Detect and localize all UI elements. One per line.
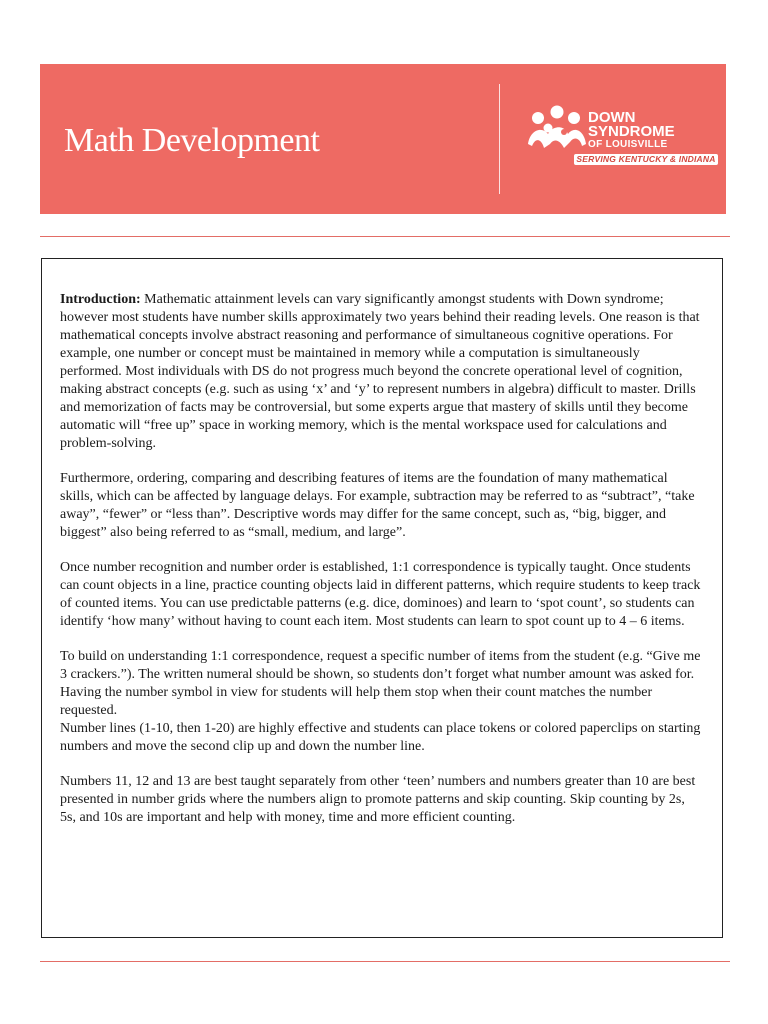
logo-line-syndrome: SYNDROME (588, 123, 675, 140)
logo-figures-icon (524, 104, 588, 156)
content-box (41, 258, 723, 938)
paragraph-requests: To build on understanding 1:1 correspondence, request a specific number of items from the student (e.g. “Give me 3 crackers.”). The written numeral should be shown, so students don’t forget what number amount was asked for. Having the number symbol in view for students will help them stop when their count matches the number requested. (60, 649, 701, 718)
header-divider (499, 84, 500, 194)
logo-line-louisville: OF LOUISVILLE (588, 139, 668, 150)
paragraph-correspondence: Once number recognition and number order is established, 1:1 correspondence is typically taught. Once students can count objects in a line, practice counting objects laid in different patterns, which require students to keep track of counted items. You can use predictable patterns (e.g. dice, dominoes) and learn to ‘spot count’, so students can identify ‘how many’ without having to count each item. Most students can learn to spot count up to 4 – 6 items. (60, 560, 701, 629)
paragraph-ordering: Furthermore, ordering, comparing and describing features of items are the foundation of many mathematical skills, which can be affected by language delays. For example, subtraction may be referred to as “subtract”, “take away”, “fewer” or “less than”. Descriptive words may differ for the same concept, such as, “big, bigger, and biggest” also being referred to as “small, medium, and large”. (60, 471, 695, 540)
bottom-rule (40, 961, 730, 962)
paragraph-number-lines: Number lines (1-10, then 1-20) are highly effective and students can place tokens or colored paperclips on starting numbers and move the second clip up and down the number line. (60, 721, 701, 754)
header-banner (40, 64, 726, 214)
organization-logo (524, 104, 716, 174)
intro-text: Mathematic attainment levels can vary significantly amongst students with Down syndrome; however most students have number skills approximately two years behind their reading levels. One reason is that mathematical concepts involve abstract reasoning and performance of simultaneous cognitive operations. For example, one number or concept must be maintained in memory while a computation is simultaneously performed. Most individuals with DS do not progress much beyond the concrete operational level of cognition, making abstract concepts (e.g. such as using ‘x’ and ‘y’ to represent numbers in algebra) difficult to master. Drills and memorization of facts may be controversial, but some experts argue that mastery of skills until they become automatic will “free up” space in working memory, which is the mental workspace used for calculations and problem-solving. (60, 292, 700, 451)
logo-line-down: DOWN (588, 109, 636, 126)
page-title: Math Development (64, 122, 320, 159)
intro-paragraph (60, 291, 702, 453)
top-rule (40, 236, 730, 237)
paragraph-teen-numbers: Numbers 11, 12 and 13 are best taught separately from other ‘teen’ numbers and numbers greater than 10 are best presented in number grids where the numbers align to promote patterns and skip counting. Skip counting by 2s, 5s, and 10s are important and help with money, time and more efficient counting. (60, 774, 696, 825)
logo-tagline: SERVING KENTUCKY & INDIANA (574, 154, 718, 165)
intro-label: Introduction: (60, 292, 141, 307)
